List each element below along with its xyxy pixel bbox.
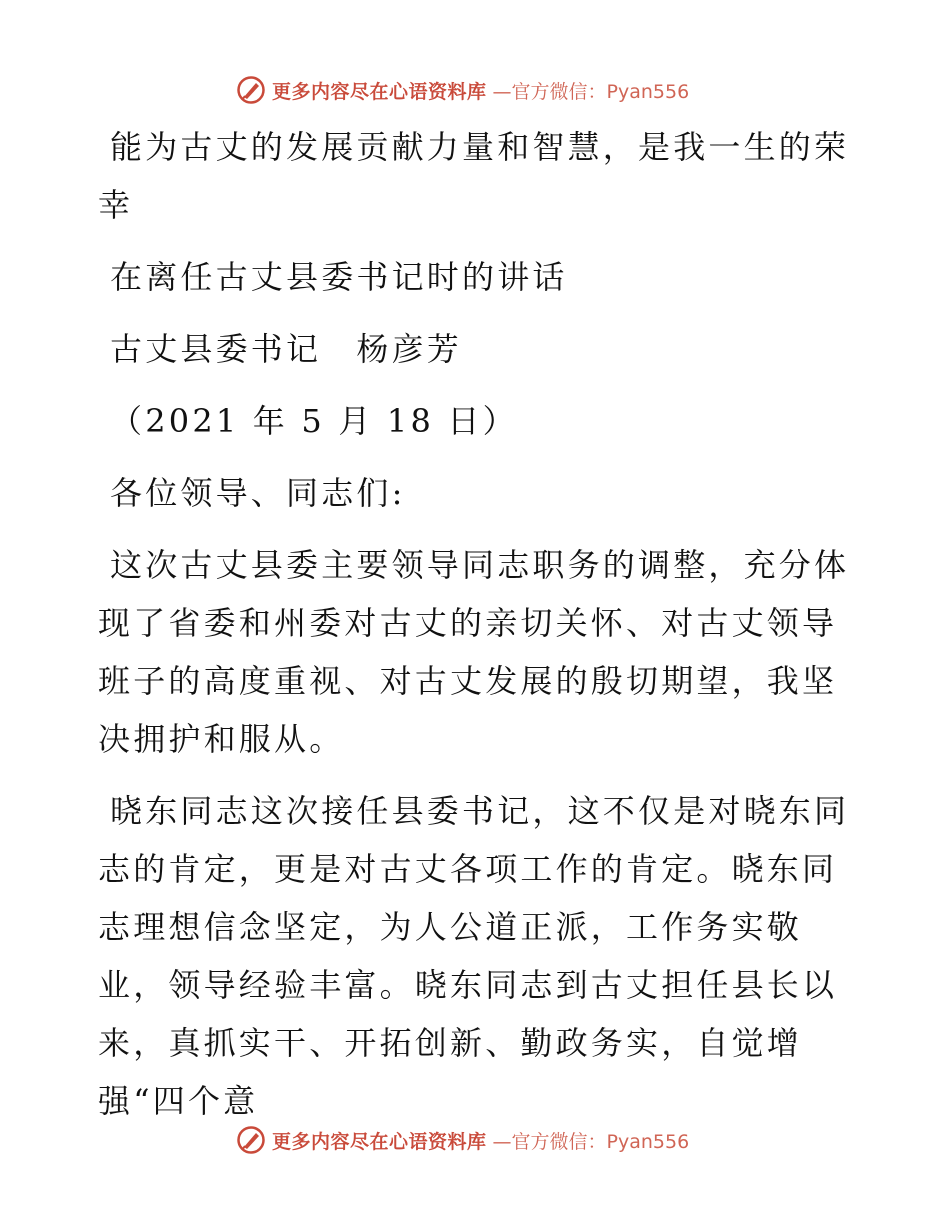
document-salutation: 各位领导、同志们:	[110, 474, 406, 512]
header-banner	[236, 73, 689, 107]
footer-tagline-text: —官方微信：Pyan556	[492, 1130, 690, 1153]
header-brand-text: 更多内容尽在心语资料库	[272, 80, 487, 103]
paragraph-1: 这次古丈县委主要领导同志职务的调整，充分体现了省委和州委对古丈的亲切关怀、对古丈领导班子的高度重视、对古丈发展的殷切期望，我坚决拥护和服从。	[98, 546, 850, 758]
paragraph-2: 晓东同志这次接任县委书记，这不仅是对晓东同志的肯定，更是对古丈各项工作的肯定。晓东同志理想信念坚定，为人公道正派，工作务实敬业，领导经验丰富。晓东同志到古丈担任县长以来，真抓实干、开拓创新、勤政务实，自觉增强“四个意	[98, 792, 850, 1120]
document-heading: 能为古丈的发展贡献力量和智慧，是我一生的荣幸	[98, 128, 850, 224]
document-subheading: 在离任古丈县委书记时的讲话	[110, 258, 568, 296]
footer-banner	[236, 1123, 689, 1157]
header-tagline-text: —官方微信：Pyan556	[492, 80, 690, 103]
document-date: （2021 年 5 月 18 日）	[110, 402, 518, 440]
document-body	[98, 118, 858, 1130]
footer-brand-text: 更多内容尽在心语资料库	[272, 1130, 487, 1153]
quill-pen-logo-icon	[236, 1125, 266, 1155]
quill-pen-logo-icon	[236, 75, 266, 105]
document-author: 古丈县委书记 杨彦芳	[110, 330, 463, 368]
